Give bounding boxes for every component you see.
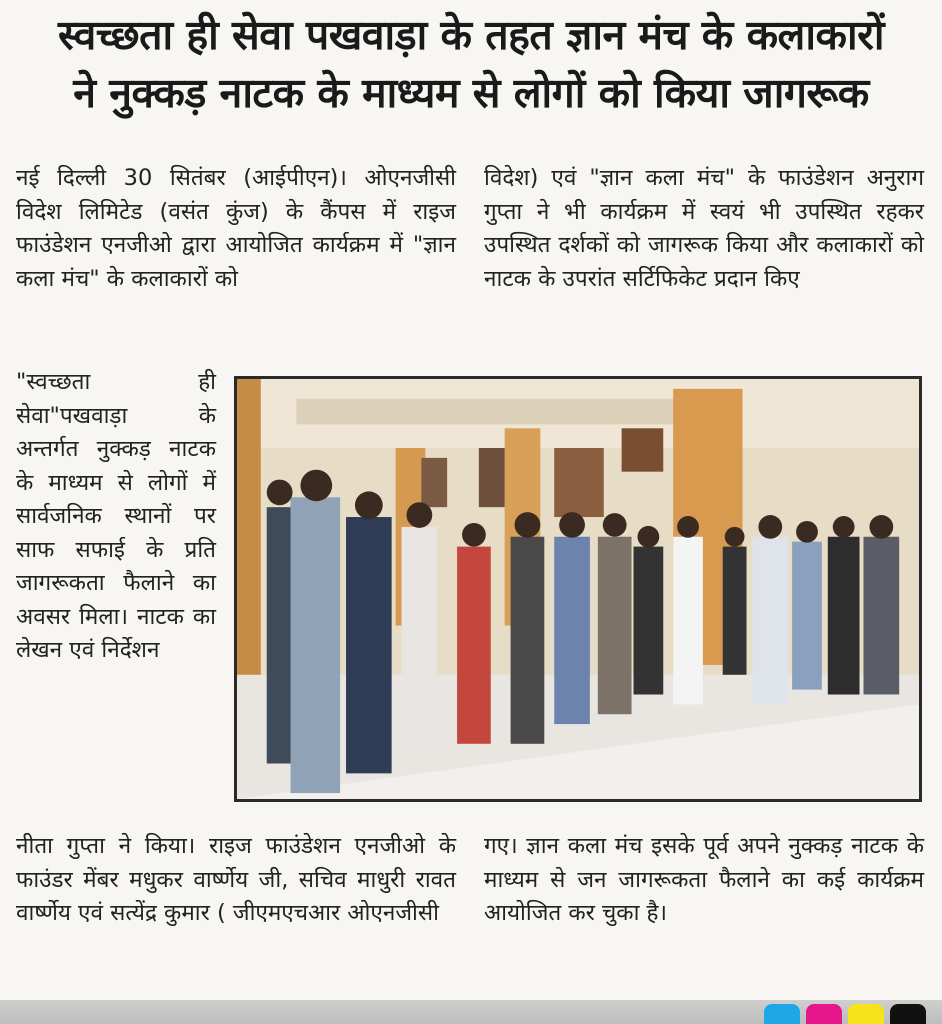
registration-mark-yellow <box>848 1004 884 1024</box>
page-bottom-strip <box>0 1000 942 1024</box>
headline-line-2: ने नुक्कड़ नाटक के माध्यम से लोगों को किया जागरूक <box>73 69 869 117</box>
column-2-bottom-text: गए। ज्ञान कला मंच इसके पूर्व अपने नुक्कड़ नाटक के माध्यम से जन जागरूकता फैलाने का कई कार्यक्रम आयोजित कर चुका है। <box>484 833 924 926</box>
column-2-top-text: विदेश) एवं "ज्ञान कला मंच" के फाउंडेशन अनुराग गुप्ता ने भी कार्यक्रम में स्वयं भी उपस्थित रहकर उपस्थित दर्शकों को जागरूक किया और कलाकारों को नाटक के उपरांत सर्टिफिकेट प्रदान किए <box>484 165 924 292</box>
registration-mark-black <box>890 1004 926 1024</box>
article-headline <box>12 6 930 122</box>
event-photo <box>234 376 922 802</box>
photo-illustration <box>237 379 919 799</box>
column-1-side-text: "स्वच्छता ही सेवा"पखवाड़ा के अन्तर्गत नुक्कड़ नाटक के माध्यम से लोगों में सार्वजनिक स्थानों पर साफ सफाई के प्रति जागरूकता फैलाने का अवसर मिला। नाटक का लेखन एवं निर्देशन <box>16 369 216 663</box>
registration-mark-magenta <box>806 1004 842 1024</box>
headline-line-1: स्वच्छता ही सेवा पखवाड़ा के तहत ज्ञान मंच के कलाकारों <box>58 11 884 59</box>
column-1-bottom-text: नीता गुप्ता ने किया। राइज फाउंडेशन एनजीओ के फाउंडर मेंबर मधुकर वार्ष्णेय जी, सचिव माधुरी रावत वार्ष्णेय एवं सत्येंद्र कुमार ( जीएमएचआर ओएनजीसी <box>16 833 456 926</box>
column-1-top-text: नई दिल्ली 30 सितंबर (आईपीएन)। ओएनजीसी विदेश लिमिटेड (वसंत कुंज) के कैंपस में राइज फाउंडेशन एनजीओ द्वारा आयोजित कार्यक्रम में "ज्ञान कला मंच" के कलाकारों को <box>16 165 456 292</box>
registration-mark-cyan <box>764 1004 800 1024</box>
